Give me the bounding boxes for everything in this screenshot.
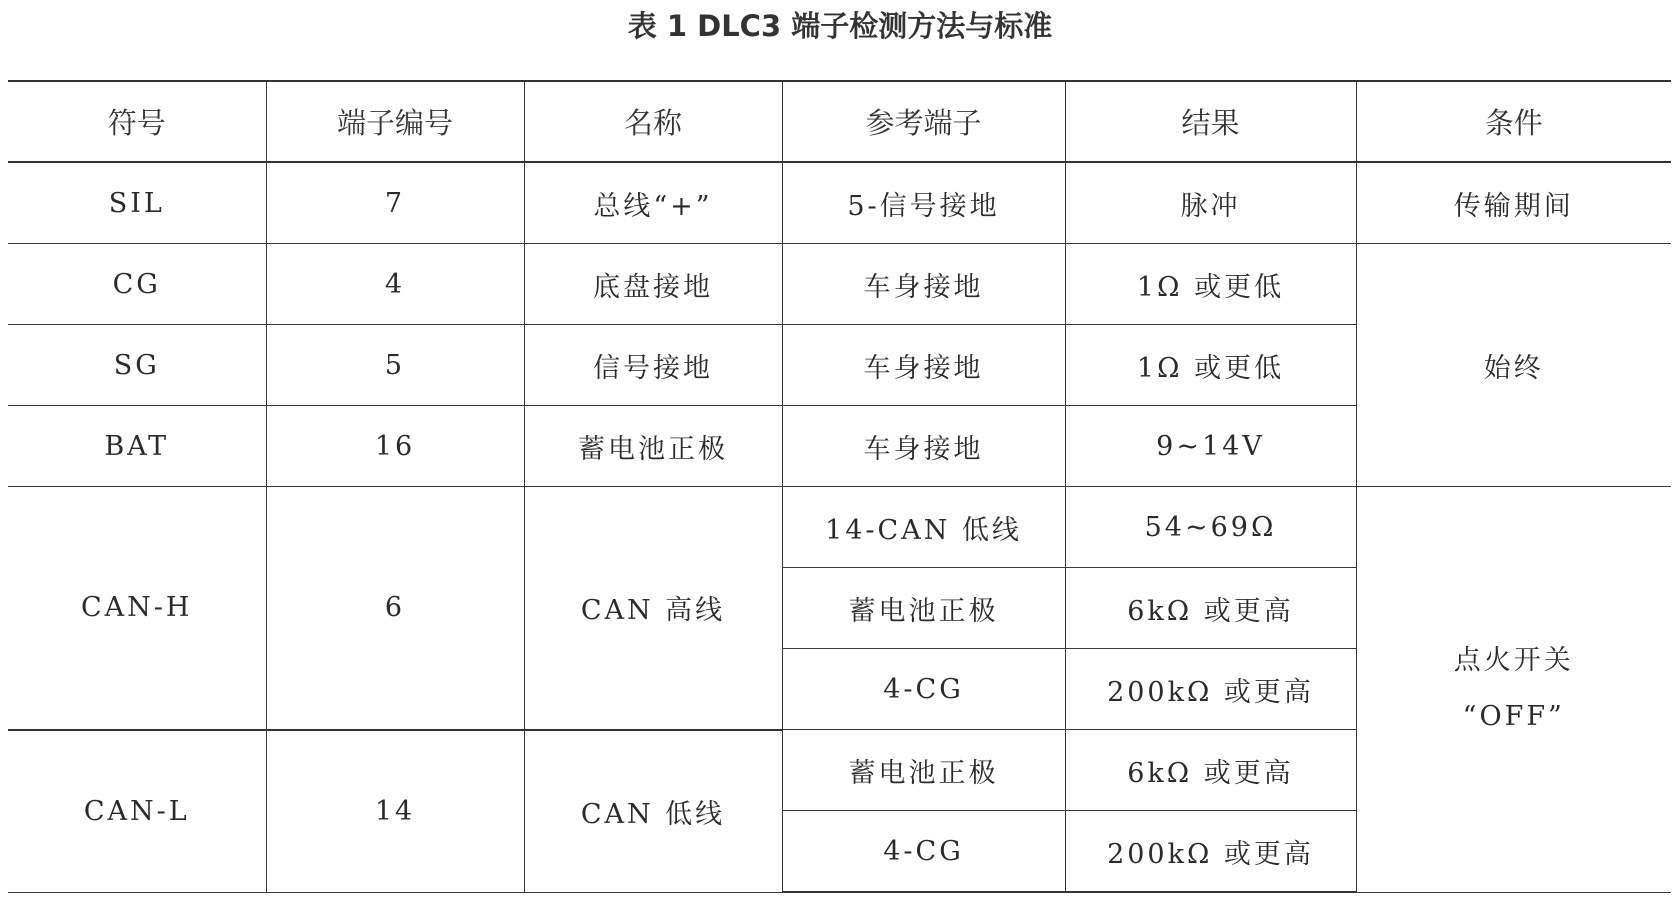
header-row: [8, 81, 1671, 162]
cell-reference: 4-CG: [782, 811, 1065, 893]
cell-name: 蓄电池正极: [524, 406, 782, 487]
cell-reference: 4-CG: [782, 649, 1065, 730]
table-row: [8, 487, 1671, 568]
cell-terminal-no: 14: [266, 730, 524, 893]
cell-symbol: BAT: [8, 406, 266, 487]
cell-reference: 蓄电池正极: [782, 568, 1065, 649]
cell-result: 9~14V: [1065, 406, 1356, 487]
header-result: 结果: [1065, 81, 1356, 162]
header-condition: 条件: [1356, 81, 1671, 162]
cell-symbol: SIL: [8, 162, 266, 244]
cell-result: 200kΩ 或更高: [1065, 811, 1356, 893]
cell-condition: 传输期间: [1356, 162, 1671, 244]
cell-terminal-no: 6: [266, 487, 524, 730]
cell-terminal-no: 5: [266, 325, 524, 406]
header-name: 名称: [524, 81, 782, 162]
cell-name: 总线“+”: [524, 162, 782, 244]
cell-symbol: CG: [8, 244, 266, 325]
cell-terminal-no: 7: [266, 162, 524, 244]
cell-result: 1Ω 或更低: [1065, 244, 1356, 325]
table-caption: 表 1 DLC3 端子检测方法与标准: [627, 9, 1053, 43]
table-row: [8, 244, 1671, 325]
cell-name: CAN 高线: [524, 487, 782, 730]
cell-condition-always: 始终: [1356, 244, 1671, 487]
cell-result: 1Ω 或更低: [1065, 325, 1356, 406]
cell-name: 底盘接地: [524, 244, 782, 325]
cell-symbol: CAN-H: [8, 487, 266, 730]
cell-symbol: SG: [8, 325, 266, 406]
cell-reference: 车身接地: [782, 244, 1065, 325]
cell-result: 54~69Ω: [1065, 487, 1356, 568]
cell-condition-ignition-off: [1356, 487, 1671, 893]
cell-symbol: CAN-L: [8, 730, 266, 893]
cell-terminal-no: 16: [266, 406, 524, 487]
cell-terminal-no: 4: [266, 244, 524, 325]
cell-reference: 蓄电池正极: [782, 730, 1065, 811]
cell-result: 200kΩ 或更高: [1065, 649, 1356, 730]
cell-reference: 5-信号接地: [782, 162, 1065, 244]
header-reference: 参考端子: [782, 81, 1065, 162]
cell-result: 6kΩ 或更高: [1065, 730, 1356, 811]
cell-reference: 14-CAN 低线: [782, 487, 1065, 568]
condition-line-2: “OFF”: [1462, 701, 1565, 733]
cell-name: CAN 低线: [524, 730, 782, 893]
cell-result: 6kΩ 或更高: [1065, 568, 1356, 649]
header-symbol: 符号: [8, 81, 266, 162]
cell-reference: 车身接地: [782, 325, 1065, 406]
cell-name: 信号接地: [524, 325, 782, 406]
header-terminal-no: 端子编号: [266, 81, 524, 162]
cell-result: 脉冲: [1065, 162, 1356, 244]
cell-reference: 车身接地: [782, 406, 1065, 487]
table-row: [8, 162, 1671, 244]
dlc3-terminal-table: [8, 80, 1671, 893]
condition-line-1: 点火开关: [1453, 645, 1574, 677]
